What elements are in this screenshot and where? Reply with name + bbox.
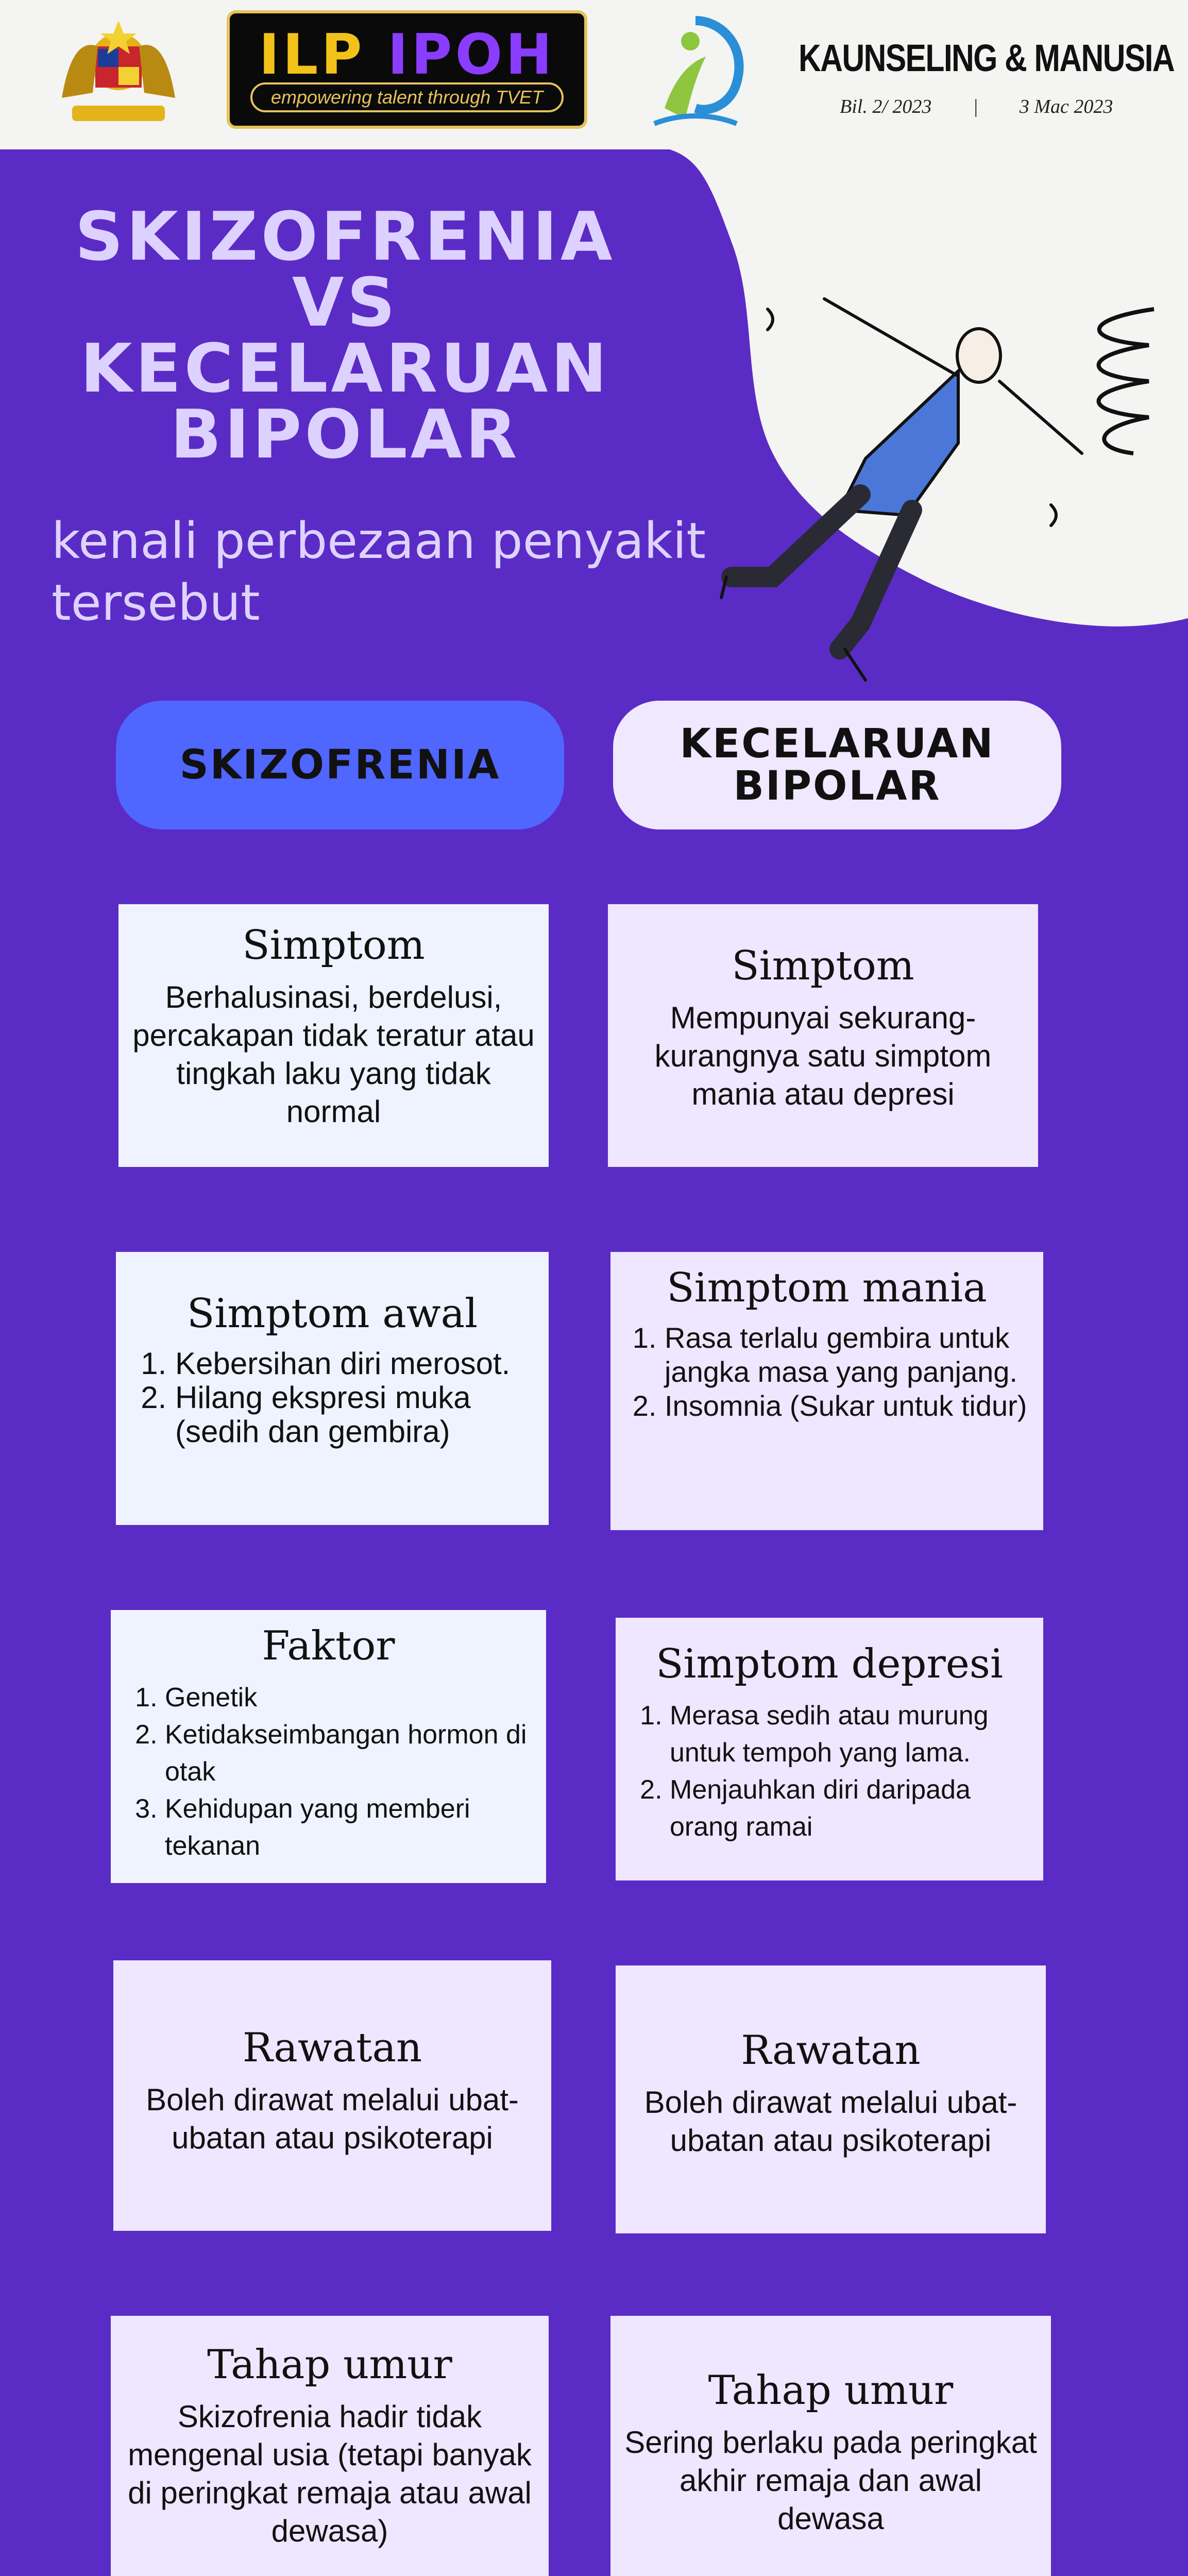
card-bipolar-mania-symptom [610, 1252, 1043, 1530]
card-schizophrenia-factors [111, 1610, 546, 1883]
title-line: SKIZOFRENIA [75, 197, 616, 276]
list-item: 1. Rasa terlalu gembira untuk jangka masa yang panjang. [665, 1321, 1030, 1389]
card-title: Simptom awal [186, 1291, 478, 1337]
list-item: 2. Menjauhkan diri daripada orang ramai [670, 1771, 1030, 1845]
list-item: 1. Merasa sedih atau murung untuk tempoh yang lama. [670, 1697, 1030, 1771]
issue-info [799, 95, 1169, 118]
title-line: KECELARUAN [80, 329, 610, 408]
newsletter-header [799, 36, 1175, 118]
card-title: Tahap umur [207, 2342, 452, 2388]
list-item: 2. Insomnia (Sukar untuk tidur) [665, 1389, 1030, 1423]
column-header-bipolar [613, 701, 1061, 829]
card-text: Boleh dirawat melalui ubat-ubatan atau psikoterapi [146, 2082, 519, 2155]
ilp-logo-text [230, 23, 584, 87]
card-title: Simptom depresi [656, 1641, 1003, 1687]
page-subtitle [52, 510, 721, 634]
issue-number: Bil. 2/ 2023 [840, 96, 932, 117]
card-title: Simptom [732, 943, 914, 989]
card-bipolar-age [610, 2316, 1051, 2576]
card-title: Simptom [242, 922, 425, 969]
list-item: 2. Ketidakseimbangan hormon di otak [165, 1716, 533, 1790]
list-item: 1. Kebersihan diri merosot. [175, 1347, 536, 1381]
column-header-label: BIPOLAR [733, 763, 941, 809]
card-schizophrenia-symptom [118, 904, 549, 1167]
ilp-tagline: empowering talent through TVET [250, 82, 564, 112]
institution-figure-logo [634, 10, 757, 144]
list-item: 3. Kehidupan yang memberi tekanan [165, 1790, 533, 1865]
ilp-ipoh-logo [227, 10, 587, 129]
page-title [62, 197, 629, 473]
card-text: Sering berlaku pada peringkat akhir remaja dan awal dewasa [624, 2425, 1037, 2536]
list-item: 1. Genetik [165, 1679, 533, 1716]
card-bipolar-depression-symptom [616, 1618, 1043, 1880]
card-schizophrenia-early-symptom [116, 1252, 549, 1525]
card-title: Rawatan [242, 2025, 422, 2071]
card-schizophrenia-treatment [113, 1960, 551, 2231]
newsletter-title: KAUNSELING & MANUSIA [799, 37, 1175, 79]
ilp-logo-main-text: ILP [259, 23, 365, 87]
government-crest-logo [41, 15, 196, 134]
title-line: BIPOLAR [170, 395, 520, 473]
title-line: VS [292, 263, 399, 342]
issue-separator: | [973, 96, 978, 117]
subtitle-line: tersebut [52, 574, 260, 632]
card-title: Tahap umur [708, 2367, 954, 2414]
column-header-schizophrenia [116, 701, 564, 829]
column-header-label: KECELARUAN [680, 721, 995, 767]
column-header-label: SKIZOFRENIA [179, 742, 501, 788]
card-text: Skizofrenia hadir tidak mengenal usia (tetapi banyak di peringkat remaja atau awal dewasa) [128, 2399, 532, 2548]
card-title: Simptom mania [667, 1265, 987, 1311]
card-title: Rawatan [741, 2027, 921, 2074]
card-bipolar-symptom [608, 904, 1038, 1167]
card-text: Berhalusinasi, berdelusi, percakapan tidak teratur atau tingkah laku yang tidak normal [132, 980, 535, 1129]
card-schizophrenia-age [111, 2316, 549, 2576]
card-text: Boleh dirawat melalui ubat-ubatan atau psikoterapi [644, 2085, 1017, 2158]
card-title: Faktor [262, 1623, 395, 1669]
list-item: 2. Hilang ekspresi muka (sedih dan gembira) [175, 1381, 536, 1449]
card-bipolar-treatment [616, 1965, 1046, 2233]
floating-person-illustration [690, 289, 1102, 690]
spring-doodle-icon [1072, 299, 1175, 464]
subtitle-line: kenali perbezaan penyakit [52, 512, 706, 570]
ilp-logo-accent-text: IPOH [387, 23, 555, 87]
card-text: Mempunyai sekurang-kurangnya satu simptom mania atau depresi [654, 1001, 992, 1111]
issue-date: 3 Mac 2023 [1019, 96, 1113, 117]
